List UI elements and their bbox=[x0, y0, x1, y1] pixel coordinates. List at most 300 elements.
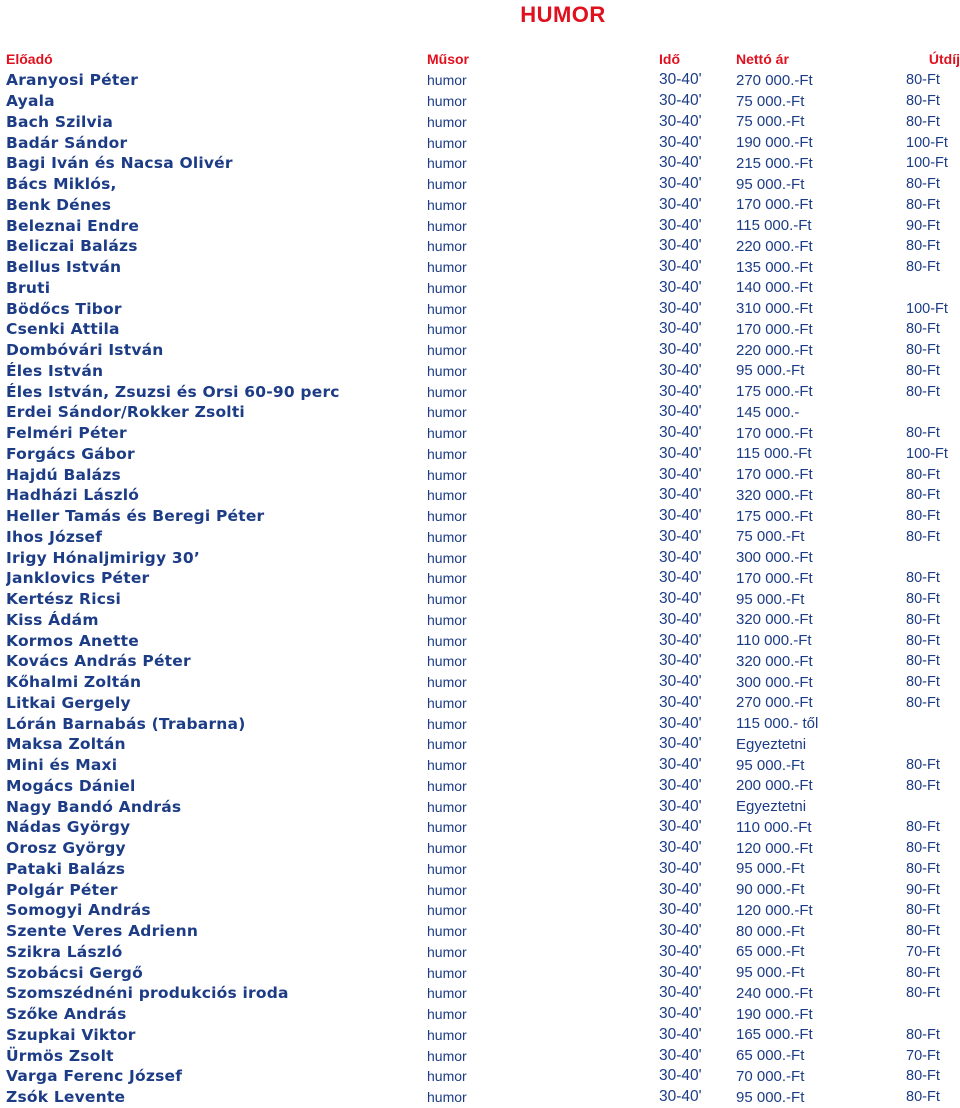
program-cell: humor bbox=[427, 1089, 467, 1106]
time-cell: 30-40' bbox=[659, 652, 702, 670]
performer-cell: Janklovics Péter bbox=[6, 569, 150, 588]
table-row bbox=[6, 900, 960, 921]
net-price-cell: 75 000.-Ft bbox=[736, 113, 805, 131]
table-row bbox=[6, 195, 960, 216]
time-cell: 30-40' bbox=[659, 465, 702, 483]
travel-cell: 80-Ft bbox=[906, 757, 940, 774]
net-price-cell: 90 000.-Ft bbox=[736, 881, 805, 899]
table-row bbox=[6, 713, 960, 734]
performer-cell: Maksa Zoltán bbox=[6, 735, 126, 754]
program-cell: humor bbox=[427, 300, 467, 317]
net-price-cell: 70 000.-Ft bbox=[736, 1067, 805, 1085]
net-price-cell: 115 000.-Ft bbox=[736, 217, 812, 235]
time-cell: 30-40' bbox=[659, 963, 702, 981]
table-row bbox=[6, 236, 960, 257]
performer-cell: Benk Dénes bbox=[6, 195, 112, 214]
program-cell: humor bbox=[427, 1068, 467, 1085]
net-price-cell: 320 000.-Ft bbox=[736, 486, 813, 504]
header-time: Idő bbox=[659, 51, 680, 67]
travel-cell: 80-Ft bbox=[906, 113, 940, 130]
net-price-cell: 75 000.-Ft bbox=[736, 92, 805, 110]
travel-cell bbox=[906, 734, 960, 755]
time-cell: 30-40' bbox=[659, 590, 702, 608]
program-cell: humor bbox=[427, 425, 467, 442]
program-cell: humor bbox=[427, 632, 467, 649]
table-row bbox=[6, 755, 960, 776]
net-price-cell: 110 000.-Ft bbox=[736, 818, 812, 836]
time-cell: 30-40' bbox=[659, 1005, 702, 1023]
program-cell: humor bbox=[427, 1047, 467, 1064]
table-row bbox=[6, 153, 960, 174]
time-cell: 30-40' bbox=[659, 984, 702, 1002]
time-cell: 30-40' bbox=[659, 299, 702, 317]
net-price-cell: 115 000.-Ft bbox=[736, 445, 812, 463]
time-cell: 30-40' bbox=[659, 1046, 702, 1064]
time-cell: 30-40' bbox=[659, 569, 702, 587]
net-price-cell: 320 000.-Ft bbox=[736, 611, 813, 629]
travel-cell bbox=[906, 547, 960, 568]
time-cell: 30-40' bbox=[659, 1025, 702, 1043]
travel-cell: 80-Ft bbox=[906, 362, 940, 379]
travel-cell bbox=[906, 713, 960, 734]
time-cell: 30-40' bbox=[659, 693, 702, 711]
time-cell: 30-40' bbox=[659, 922, 702, 940]
table-row bbox=[6, 921, 960, 942]
time-cell: 30-40' bbox=[659, 403, 702, 421]
performer-cell: Bagi Iván és Nacsa Olivér bbox=[6, 154, 233, 173]
program-cell: humor bbox=[427, 362, 467, 379]
net-price-cell: 175 000.-Ft bbox=[736, 507, 813, 525]
travel-cell: 80-Ft bbox=[906, 176, 940, 193]
travel-cell: 100-Ft bbox=[906, 134, 948, 151]
table-body bbox=[6, 70, 960, 1108]
time-cell: 30-40' bbox=[659, 797, 702, 815]
program-cell: humor bbox=[427, 1006, 467, 1023]
program-cell: humor bbox=[427, 860, 467, 877]
program-cell: humor bbox=[427, 238, 467, 255]
time-cell: 30-40' bbox=[659, 776, 702, 794]
performer-cell: Hajdú Balázs bbox=[6, 465, 121, 484]
program-cell: humor bbox=[427, 736, 467, 753]
program-cell: humor bbox=[427, 259, 467, 276]
performer-cell: Szupkai Viktor bbox=[6, 1025, 136, 1044]
performer-cell: Kertész Ricsi bbox=[6, 590, 122, 609]
performer-cell: Szobácsi Gergő bbox=[6, 963, 143, 982]
net-price-cell: 170 000.-Ft bbox=[736, 196, 813, 214]
travel-cell: 80-Ft bbox=[906, 342, 940, 359]
table-row bbox=[6, 298, 960, 319]
net-price-cell: 170 000.-Ft bbox=[736, 424, 813, 442]
net-price-cell: 200 000.-Ft bbox=[736, 777, 813, 795]
header-travel: Útdíj bbox=[928, 51, 960, 67]
net-price-cell: 145 000.- bbox=[736, 403, 800, 421]
time-cell: 30-40' bbox=[659, 714, 702, 732]
travel-cell: 80-Ft bbox=[906, 508, 940, 525]
time-cell: 30-40' bbox=[659, 880, 702, 898]
table-row bbox=[6, 693, 960, 714]
travel-cell bbox=[906, 1004, 960, 1025]
table-row bbox=[6, 361, 960, 382]
program-cell: humor bbox=[427, 528, 467, 545]
performer-cell: Beleznai Endre bbox=[6, 216, 140, 235]
time-cell: 30-40' bbox=[659, 258, 702, 276]
net-price-cell: 65 000.-Ft bbox=[736, 1047, 805, 1065]
travel-cell: 80-Ft bbox=[906, 902, 940, 919]
performer-cell: Somogyi András bbox=[6, 901, 151, 920]
program-cell: humor bbox=[427, 591, 467, 608]
table-row bbox=[6, 568, 960, 589]
travel-cell: 80-Ft bbox=[906, 777, 940, 794]
net-price-cell: 95 000.-Ft bbox=[736, 860, 805, 878]
time-cell: 30-40' bbox=[659, 673, 702, 691]
performer-cell: Pataki Balázs bbox=[6, 859, 126, 878]
time-cell: 30-40' bbox=[659, 507, 702, 525]
net-price-cell: 270 000.-Ft bbox=[736, 694, 813, 712]
program-cell: humor bbox=[427, 342, 467, 359]
performer-cell: Szente Veres Adrienn bbox=[6, 922, 199, 941]
performer-cell: Bellus István bbox=[6, 258, 122, 277]
table-row bbox=[6, 859, 960, 880]
net-price-cell: 95 000.-Ft bbox=[736, 175, 805, 193]
performer-cell: Ihos József bbox=[6, 527, 103, 546]
table-row bbox=[6, 340, 960, 361]
time-cell: 30-40' bbox=[659, 133, 702, 151]
program-cell: humor bbox=[427, 113, 467, 130]
program-cell: humor bbox=[427, 508, 467, 525]
performer-cell: Heller Tamás és Beregi Péter bbox=[6, 507, 265, 526]
table-header-row bbox=[6, 48, 960, 70]
performer-cell: Bruti bbox=[6, 278, 51, 297]
travel-cell: 80-Ft bbox=[906, 819, 940, 836]
time-cell: 30-40' bbox=[659, 901, 702, 919]
travel-cell: 90-Ft bbox=[906, 217, 940, 234]
table-row bbox=[6, 91, 960, 112]
time-cell: 30-40' bbox=[659, 195, 702, 213]
performer-cell: Nádas György bbox=[6, 818, 131, 837]
program-cell: humor bbox=[427, 881, 467, 898]
time-cell: 30-40' bbox=[659, 859, 702, 877]
performer-cell: Bach Szilvia bbox=[6, 112, 113, 131]
performer-cell: Mini és Maxi bbox=[6, 756, 118, 775]
net-price-cell: 215 000.-Ft bbox=[736, 154, 813, 172]
performer-cell: Szomszédnéni produkciós iroda bbox=[6, 984, 289, 1003]
table-row bbox=[6, 589, 960, 610]
table-row bbox=[6, 547, 960, 568]
performer-cell: Lórán Barnabás (Trabarna) bbox=[6, 714, 246, 733]
travel-cell: 80-Ft bbox=[906, 840, 940, 857]
performer-cell: Kovács András Péter bbox=[6, 652, 191, 671]
performer-cell: Ürmös Zsolt bbox=[6, 1046, 114, 1065]
table-row bbox=[6, 278, 960, 299]
time-cell: 30-40' bbox=[659, 216, 702, 234]
time-cell: 30-40' bbox=[659, 320, 702, 338]
table-row bbox=[6, 506, 960, 527]
time-cell: 30-40' bbox=[659, 444, 702, 462]
net-price-cell: 95 000.-Ft bbox=[736, 756, 805, 774]
table-row bbox=[6, 215, 960, 236]
time-cell: 30-40' bbox=[659, 486, 702, 504]
time-cell: 30-40' bbox=[659, 631, 702, 649]
performer-cell: Badár Sándor bbox=[6, 133, 128, 152]
net-price-cell: 110 000.-Ft bbox=[736, 632, 812, 650]
performer-cell: Zsók Levente bbox=[6, 1088, 126, 1107]
program-cell: humor bbox=[427, 611, 467, 628]
performer-cell: Ayala bbox=[6, 92, 55, 111]
table-row bbox=[6, 962, 960, 983]
travel-cell: 100-Ft bbox=[906, 300, 948, 317]
travel-cell: 100-Ft bbox=[906, 155, 948, 172]
net-price-cell: 95 000.-Ft bbox=[736, 964, 805, 982]
time-cell: 30-40' bbox=[659, 424, 702, 442]
table-row bbox=[6, 70, 960, 91]
page-title: HUMOR bbox=[520, 2, 606, 27]
travel-cell: 80-Ft bbox=[906, 425, 940, 442]
travel-cell: 80-Ft bbox=[906, 321, 940, 338]
header-program: Műsor bbox=[427, 51, 469, 67]
performer-cell: Bödőcs Tibor bbox=[6, 299, 122, 318]
performer-cell: Kőhalmi Zoltán bbox=[6, 673, 142, 692]
travel-cell: 80-Ft bbox=[906, 632, 940, 649]
program-cell: humor bbox=[427, 777, 467, 794]
travel-cell: 80-Ft bbox=[906, 72, 940, 89]
performer-cell: Szikra László bbox=[6, 942, 123, 961]
travel-cell: 80-Ft bbox=[906, 653, 940, 670]
header-net-price: Nettó ár bbox=[736, 51, 789, 67]
program-cell: humor bbox=[427, 819, 467, 836]
net-price-cell: 320 000.-Ft bbox=[736, 652, 813, 670]
program-cell: humor bbox=[427, 155, 467, 172]
net-price-cell: 300 000.-Ft bbox=[736, 673, 813, 691]
net-price-cell: 175 000.-Ft bbox=[736, 383, 813, 401]
travel-cell: 80-Ft bbox=[906, 860, 940, 877]
performer-cell: Orosz György bbox=[6, 839, 126, 858]
travel-cell: 80-Ft bbox=[906, 259, 940, 276]
program-cell: humor bbox=[427, 964, 467, 981]
table-row bbox=[6, 879, 960, 900]
performer-cell: Kiss Ádám bbox=[6, 610, 99, 629]
program-cell: humor bbox=[427, 466, 467, 483]
program-cell: humor bbox=[427, 549, 467, 566]
program-cell: humor bbox=[427, 715, 467, 732]
time-cell: 30-40' bbox=[659, 839, 702, 857]
travel-cell: 80-Ft bbox=[906, 1089, 940, 1106]
program-cell: humor bbox=[427, 943, 467, 960]
travel-cell: 80-Ft bbox=[906, 694, 940, 711]
time-cell: 30-40' bbox=[659, 548, 702, 566]
table-row bbox=[6, 942, 960, 963]
performer-cell: Dombóvári István bbox=[6, 341, 164, 360]
table-row bbox=[6, 112, 960, 133]
travel-cell: 80-Ft bbox=[906, 238, 940, 255]
net-price-cell: 240 000.-Ft bbox=[736, 984, 813, 1002]
travel-cell: 80-Ft bbox=[906, 923, 940, 940]
net-price-cell: 120 000.-Ft bbox=[736, 901, 813, 919]
net-price-cell: 170 000.-Ft bbox=[736, 569, 813, 587]
table-row bbox=[6, 776, 960, 797]
table-row bbox=[6, 630, 960, 651]
program-cell: humor bbox=[427, 176, 467, 193]
performer-cell: Erdei Sándor/Rokker Zsolti bbox=[6, 403, 245, 422]
time-cell: 30-40' bbox=[659, 756, 702, 774]
travel-cell: 80-Ft bbox=[906, 611, 940, 628]
net-price-cell: 95 000.-Ft bbox=[736, 590, 805, 608]
table-row bbox=[6, 174, 960, 195]
performer-cell: Szőke András bbox=[6, 1005, 127, 1024]
program-cell: humor bbox=[427, 72, 467, 89]
travel-cell: 90-Ft bbox=[906, 881, 940, 898]
travel-cell bbox=[906, 402, 960, 423]
time-cell: 30-40' bbox=[659, 382, 702, 400]
travel-cell: 80-Ft bbox=[906, 487, 940, 504]
time-cell: 30-40' bbox=[659, 237, 702, 255]
program-cell: humor bbox=[427, 1026, 467, 1043]
table-row bbox=[6, 1087, 960, 1108]
table-row bbox=[6, 838, 960, 859]
program-cell: humor bbox=[427, 134, 467, 151]
performer-cell: Éles István bbox=[6, 361, 104, 380]
time-cell: 30-40' bbox=[659, 942, 702, 960]
travel-cell: 80-Ft bbox=[906, 674, 940, 691]
table-row bbox=[6, 257, 960, 278]
performer-cell: Forgács Gábor bbox=[6, 444, 135, 463]
program-cell: humor bbox=[427, 985, 467, 1002]
program-cell: humor bbox=[427, 196, 467, 213]
net-price-cell: 300 000.-Ft bbox=[736, 549, 813, 567]
program-cell: humor bbox=[427, 757, 467, 774]
performer-cell: Kormos Anette bbox=[6, 631, 139, 650]
performer-cell: Beliczai Balázs bbox=[6, 237, 138, 256]
price-table bbox=[6, 48, 960, 1108]
table-row bbox=[6, 423, 960, 444]
time-cell: 30-40' bbox=[659, 1088, 702, 1106]
net-price-cell: Egyeztetni bbox=[736, 798, 807, 816]
table-row bbox=[6, 983, 960, 1004]
performer-cell: Aranyosi Péter bbox=[6, 71, 139, 90]
program-cell: humor bbox=[427, 279, 467, 296]
travel-cell: 80-Ft bbox=[906, 591, 940, 608]
table-row bbox=[6, 1066, 960, 1087]
time-cell: 30-40' bbox=[659, 527, 702, 545]
program-cell: humor bbox=[427, 383, 467, 400]
program-cell: humor bbox=[427, 694, 467, 711]
net-price-cell: 190 000.-Ft bbox=[736, 1005, 813, 1023]
net-price-cell: 80 000.-Ft bbox=[736, 922, 805, 940]
travel-cell: 80-Ft bbox=[906, 1026, 940, 1043]
net-price-cell: 95 000.-Ft bbox=[736, 362, 805, 380]
time-cell: 30-40' bbox=[659, 71, 702, 89]
performer-cell: Bács Miklós, bbox=[6, 175, 117, 194]
time-cell: 30-40' bbox=[659, 154, 702, 172]
program-cell: humor bbox=[427, 217, 467, 234]
travel-cell: 70-Ft bbox=[906, 943, 940, 960]
program-cell: humor bbox=[427, 445, 467, 462]
net-price-cell: 190 000.-Ft bbox=[736, 134, 813, 152]
net-price-cell: Egyeztetni bbox=[736, 735, 807, 753]
time-cell: 30-40' bbox=[659, 1067, 702, 1085]
table-row bbox=[6, 464, 960, 485]
table-row bbox=[6, 1025, 960, 1046]
net-price-cell: 220 000.-Ft bbox=[736, 237, 813, 255]
program-cell: humor bbox=[427, 902, 467, 919]
performer-cell: Csenki Attila bbox=[6, 320, 120, 339]
net-price-cell: 170 000.-Ft bbox=[736, 320, 813, 338]
net-price-cell: 115 000.- től bbox=[736, 715, 819, 733]
table-row bbox=[6, 402, 960, 423]
performer-cell: Hadházi László bbox=[6, 486, 140, 505]
time-cell: 30-40' bbox=[659, 278, 702, 296]
net-price-cell: 220 000.-Ft bbox=[736, 341, 813, 359]
net-price-cell: 310 000.-Ft bbox=[736, 300, 813, 318]
program-cell: humor bbox=[427, 570, 467, 587]
travel-cell: 70-Ft bbox=[906, 1047, 940, 1064]
performer-cell: Nagy Bandó András bbox=[6, 797, 182, 816]
travel-cell: 80-Ft bbox=[906, 570, 940, 587]
table-row bbox=[6, 610, 960, 631]
net-price-cell: 120 000.-Ft bbox=[736, 839, 813, 857]
travel-cell bbox=[906, 796, 960, 817]
net-price-cell: 140 000.-Ft bbox=[736, 279, 813, 297]
performer-cell: Felméri Péter bbox=[6, 424, 127, 443]
performer-cell: Polgár Péter bbox=[6, 880, 118, 899]
program-cell: humor bbox=[427, 840, 467, 857]
time-cell: 30-40' bbox=[659, 361, 702, 379]
performer-cell: Éles István, Zsuzsi és Orsi 60-90 perc bbox=[6, 382, 340, 401]
net-price-cell: 75 000.-Ft bbox=[736, 528, 805, 546]
net-price-cell: 65 000.-Ft bbox=[736, 943, 805, 961]
program-cell: humor bbox=[427, 487, 467, 504]
program-cell: humor bbox=[427, 321, 467, 338]
time-cell: 30-40' bbox=[659, 818, 702, 836]
net-price-cell: 170 000.-Ft bbox=[736, 466, 813, 484]
table-row bbox=[6, 796, 960, 817]
time-cell: 30-40' bbox=[659, 175, 702, 193]
table-row bbox=[6, 381, 960, 402]
table-row bbox=[6, 651, 960, 672]
time-cell: 30-40' bbox=[659, 92, 702, 110]
travel-cell: 80-Ft bbox=[906, 383, 940, 400]
program-cell: humor bbox=[427, 923, 467, 940]
performer-cell: Irigy Hónaljmirigy 30’ bbox=[6, 548, 200, 567]
travel-cell: 80-Ft bbox=[906, 528, 940, 545]
net-price-cell: 270 000.-Ft bbox=[736, 71, 813, 89]
performer-cell: Litkai Gergely bbox=[6, 693, 131, 712]
travel-cell bbox=[906, 278, 960, 299]
program-cell: humor bbox=[427, 674, 467, 691]
table-row bbox=[6, 485, 960, 506]
table-row bbox=[6, 319, 960, 340]
table-row bbox=[6, 444, 960, 465]
time-cell: 30-40' bbox=[659, 735, 702, 753]
program-cell: humor bbox=[427, 798, 467, 815]
net-price-cell: 95 000.-Ft bbox=[736, 1088, 805, 1106]
travel-cell: 100-Ft bbox=[906, 445, 948, 462]
table-row bbox=[6, 1004, 960, 1025]
header-performer: Előadó bbox=[6, 51, 53, 67]
performer-cell: Mogács Dániel bbox=[6, 776, 136, 795]
net-price-cell: 135 000.-Ft bbox=[736, 258, 813, 276]
time-cell: 30-40' bbox=[659, 610, 702, 628]
program-cell: humor bbox=[427, 93, 467, 110]
table-row bbox=[6, 734, 960, 755]
table-row bbox=[6, 817, 960, 838]
travel-cell: 80-Ft bbox=[906, 196, 940, 213]
travel-cell: 80-Ft bbox=[906, 964, 940, 981]
net-price-cell: 165 000.-Ft bbox=[736, 1026, 813, 1044]
performer-cell: Varga Ferenc József bbox=[6, 1067, 183, 1086]
table-row bbox=[6, 132, 960, 153]
time-cell: 30-40' bbox=[659, 341, 702, 359]
program-cell: humor bbox=[427, 404, 467, 421]
